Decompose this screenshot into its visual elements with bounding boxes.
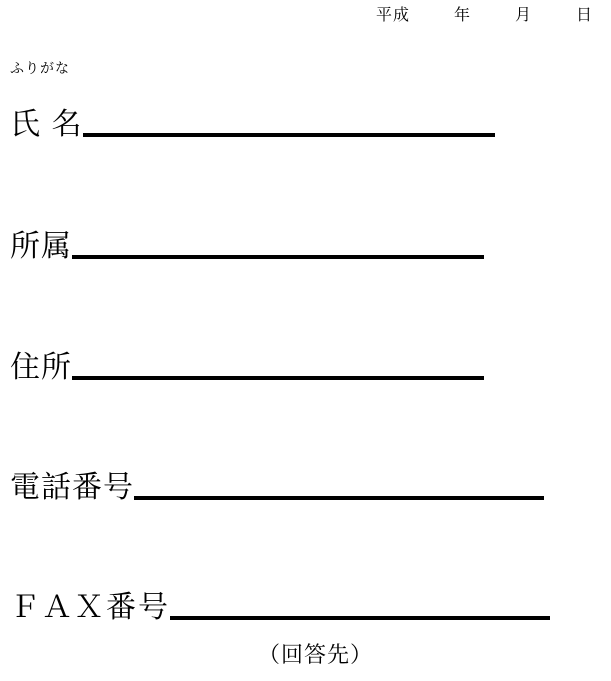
field-name-writeline[interactable] bbox=[83, 133, 495, 137]
field-telephone bbox=[10, 470, 544, 505]
reply-destination-note: （回答先） bbox=[257, 643, 373, 668]
day-label: 日 bbox=[575, 5, 593, 24]
month-label: 月 bbox=[514, 5, 532, 24]
year-label: 年 bbox=[453, 5, 471, 24]
field-affiliation bbox=[10, 229, 484, 264]
field-name bbox=[10, 107, 495, 142]
field-address-writeline[interactable] bbox=[72, 376, 484, 380]
field-telephone-label: 電話番号 bbox=[10, 470, 134, 505]
field-fax-writeline[interactable] bbox=[170, 616, 550, 620]
furigana-label: ふりがな bbox=[10, 61, 70, 77]
field-address bbox=[10, 350, 484, 385]
field-fax bbox=[10, 590, 550, 625]
field-address-label: 住所 bbox=[10, 350, 72, 385]
field-affiliation-writeline[interactable] bbox=[72, 255, 484, 259]
field-name-label: 氏 名 bbox=[10, 107, 83, 142]
field-fax-label: ＦＡＸ番号 bbox=[10, 590, 170, 625]
field-affiliation-label: 所属 bbox=[10, 229, 72, 264]
date-line bbox=[0, 2, 611, 25]
field-telephone-writeline[interactable] bbox=[134, 496, 544, 500]
era-label: 平成 bbox=[375, 5, 410, 24]
